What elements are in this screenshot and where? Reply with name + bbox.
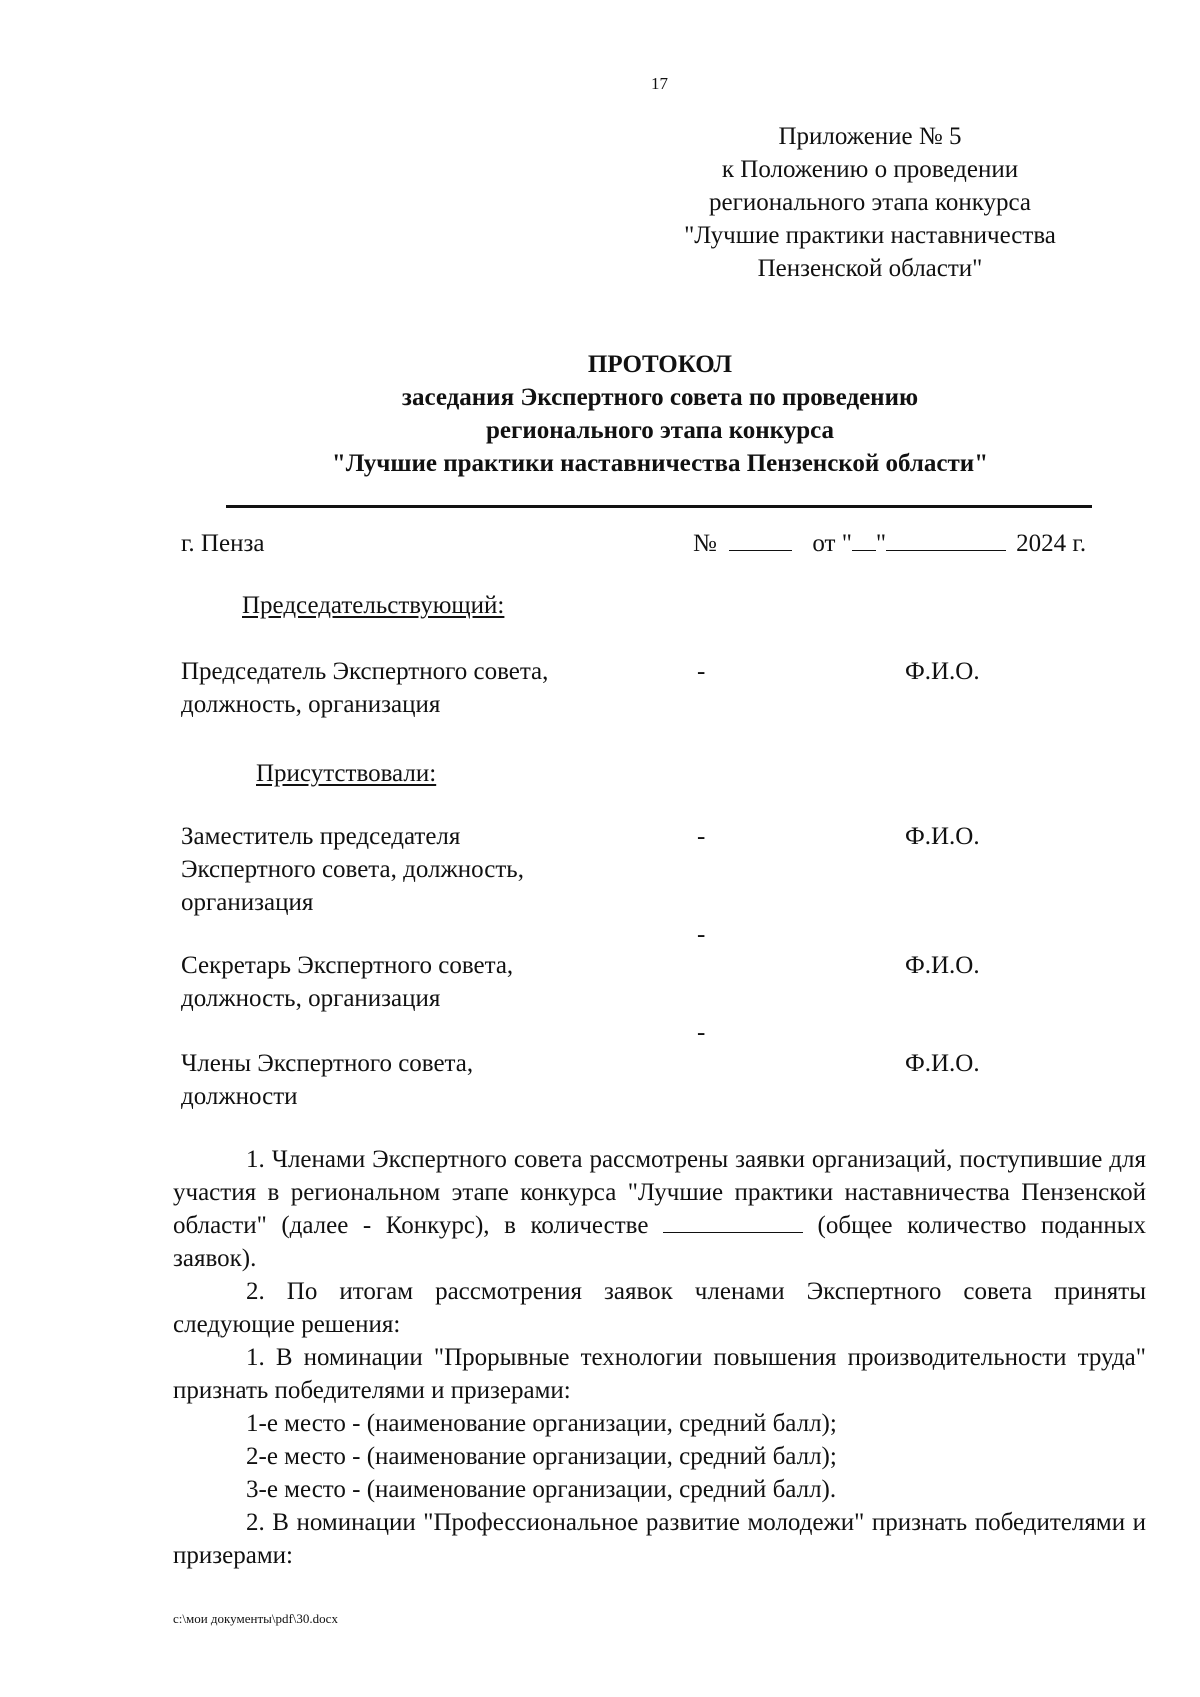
chair-dash: - bbox=[697, 658, 706, 685]
title-line: заседания Экспертного совета по проведению bbox=[401, 384, 919, 411]
place-line: 1-е место - (наименование организации, средний балл); bbox=[246, 1410, 837, 1437]
number-label: № bbox=[693, 530, 717, 557]
from-label: от " bbox=[812, 530, 852, 557]
place-line: 2-е место - (наименование организации, средний балл); bbox=[246, 1443, 837, 1470]
count-blank bbox=[663, 1210, 803, 1233]
appendix-line: к Положению о проведении bbox=[721, 156, 1019, 183]
title-divider bbox=[226, 505, 1092, 508]
members-name: Ф.И.О. bbox=[905, 1050, 980, 1077]
year: 2024 г. bbox=[1016, 530, 1087, 557]
chair-name: Ф.И.О. bbox=[905, 658, 980, 685]
members-dash: - bbox=[697, 1019, 706, 1046]
secretary-dash: - bbox=[697, 921, 706, 948]
present-heading: Присутствовали: bbox=[256, 760, 437, 787]
deputy-role-line: Заместитель председателя bbox=[181, 823, 461, 850]
deputy-dash: - bbox=[697, 823, 706, 850]
secretary-name: Ф.И.О. bbox=[905, 952, 980, 979]
title-heading: ПРОТОКОЛ bbox=[587, 351, 733, 378]
appendix-block bbox=[640, 120, 1100, 285]
chair-role-line: должность, организация bbox=[181, 691, 441, 718]
month-blank bbox=[886, 528, 1006, 551]
page-number: 17 bbox=[651, 74, 668, 93]
appendix-line: регионального этапа конкурса bbox=[708, 189, 1032, 216]
secretary-role-line: Секретарь Экспертного совета, bbox=[181, 952, 514, 979]
title-line: "Лучшие практики наставничества Пензенской области" bbox=[331, 450, 989, 477]
paragraph-2: 2. По итогам рассмотрения заявок членами Экспертного совета приняты следующие решения: bbox=[173, 1278, 1146, 1338]
protocol-number-date bbox=[693, 527, 1086, 560]
secretary-role-line: должность, организация bbox=[181, 985, 441, 1012]
paragraph-3: 1. В номинации "Прорывные технологии повышения производительности труда" признать победителями и призерами: bbox=[173, 1344, 1146, 1404]
paragraph-1-text: 1. Членами Экспертного совета рассмотрены заявки организаций, поступившие для участия в региональном этапе конкурса "Лучшие практики наставничества Пензенской области" (далее - Конкурс), в количестве bbox=[173, 1146, 1146, 1239]
appendix-line: "Лучшие практики наставничества bbox=[684, 222, 1056, 249]
day-blank bbox=[852, 528, 876, 551]
paragraph-1 bbox=[173, 1143, 1146, 1275]
document-title bbox=[220, 348, 1100, 480]
deputy-role-line: организация bbox=[181, 889, 314, 916]
deputy-role-line: Экспертного совета, должность, bbox=[181, 856, 524, 883]
paragraph-1-tail: (общее количество поданных заявок). bbox=[173, 1212, 1146, 1272]
paragraph-4: 2. В номинации "Профессиональное развитие молодежи" признать победителями и призерами: bbox=[173, 1509, 1146, 1569]
title-line: регионального этапа конкурса bbox=[485, 417, 835, 444]
chairing-heading: Председательствующий: bbox=[242, 592, 505, 619]
city: г. Пенза bbox=[181, 530, 265, 557]
chair-role-line: Председатель Экспертного совета, bbox=[181, 658, 549, 685]
appendix-line: Приложение № 5 bbox=[778, 123, 962, 150]
place-line: 3-е место - (наименование организации, средний балл). bbox=[246, 1476, 837, 1503]
number-blank bbox=[729, 528, 792, 551]
quote-close: " bbox=[875, 530, 887, 557]
deputy-name: Ф.И.О. bbox=[905, 823, 980, 850]
file-path-footer: c:\мои документы\pdf\30.docx bbox=[173, 1611, 338, 1626]
members-role-line: должности bbox=[181, 1083, 298, 1110]
members-role-line: Члены Экспертного совета, bbox=[181, 1050, 474, 1077]
appendix-line: Пензенской области" bbox=[757, 255, 983, 282]
